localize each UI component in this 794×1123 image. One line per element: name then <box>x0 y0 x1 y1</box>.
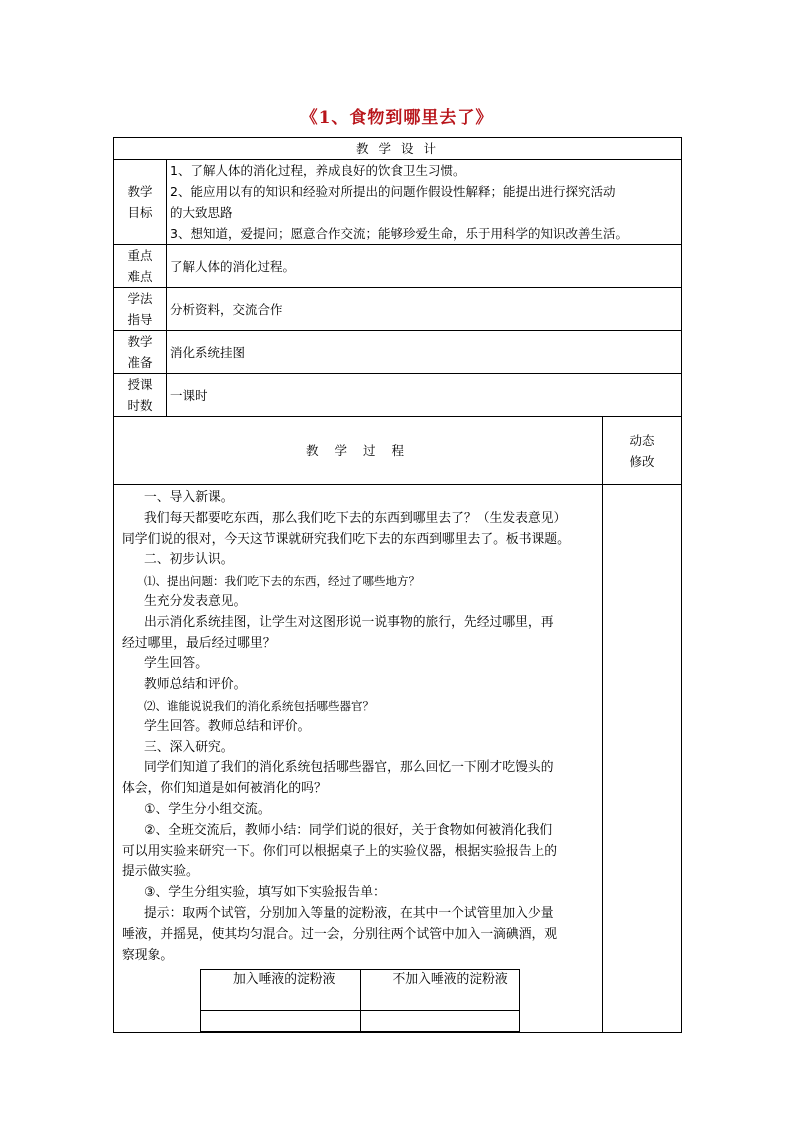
key-points-label-text: 重点 难点 <box>127 248 153 284</box>
process-heading: 教 学 过 程 <box>114 417 603 485</box>
dynamic-revision-cell <box>603 485 682 1033</box>
experiment-cell-with-saliva[interactable] <box>201 1011 361 1032</box>
key-points-value: 了解人体的消化过程。 <box>167 245 682 288</box>
objectives-content <box>167 160 682 245</box>
process-line: 一、导入新课。 <box>144 490 234 505</box>
process-line: 同学们知道了我们的消化系统包括哪些器官，那么回忆一下刚才吃馒头的 <box>144 760 554 776</box>
experiment-header-with-saliva: 加入唾液的淀粉液 <box>201 970 361 1011</box>
method-value: 分析资料，交流合作 <box>167 288 682 331</box>
process-line: 提示：取两个试管，分别加入等量的淀粉液，在其中一个试管里加入少量 <box>144 905 554 921</box>
process-line: 察现象。 <box>122 947 174 963</box>
process-line: 教师总结和评价。 <box>144 677 247 693</box>
key-points-label <box>114 245 167 288</box>
objective-line: 1、了解人体的消化过程，养成良好的饮食卫生习惯。 <box>170 163 466 178</box>
process-line: 可以用实验来研究一下。你们可以根据桌子上的实验仪器，根据实验报告上的 <box>122 843 558 859</box>
preparation-label <box>114 331 167 374</box>
objectives-label <box>114 160 167 245</box>
process-line: ⑴、提出问题：我们吃下去的东西，经过了哪些地方？ <box>144 574 420 589</box>
objective-line: 的大致思路 <box>170 205 233 220</box>
process-line: 提示做实验。 <box>122 864 199 880</box>
process-line: 体会，你们知道是如何被消化的吗？ <box>122 781 327 797</box>
hours-value: 一课时 <box>167 374 682 417</box>
preparation-label-text: 教学 准备 <box>127 334 153 370</box>
objective-line: 3、想知道，爱提问；愿意合作交流；能够珍爱生命，乐于用科学的知识改善生活。 <box>170 226 628 241</box>
process-line: 经过哪里，最后经过哪里？ <box>122 635 276 651</box>
experiment-cell-without-saliva[interactable] <box>360 1011 520 1032</box>
process-line: 我们每天都要吃东西，那么我们吃下去的东西到哪里去了？（生发表意见） <box>144 510 567 526</box>
process-line: 学生回答。教师总结和评价。 <box>144 718 311 734</box>
process-line: ③、学生分组实验，填写如下实验报告单： <box>144 885 386 901</box>
objectives-label-text: 教学 目标 <box>127 184 153 220</box>
lesson-plan-table <box>113 137 682 1033</box>
process-line: 同学们说的很对，今天这节课就研究我们吃下去的东西到哪里去了。板书课题。 <box>122 531 570 547</box>
preparation-value: 消化系统挂图 <box>167 331 682 374</box>
objective-line: 2、能应用以有的知识和经验对所提出的问题作假设性解释；能提出进行探究活动 <box>170 184 616 199</box>
process-line: 唾液，并摇晃，使其均匀混合。过一会，分别往两个试管中加入一滴碘酒，观 <box>122 926 558 942</box>
experiment-header-without-saliva: 不加入唾液的淀粉液 <box>360 970 520 1011</box>
process-line: ①、学生分小组交流。 <box>144 801 271 817</box>
process-line: 学生回答。 <box>144 656 208 672</box>
method-label <box>114 288 167 331</box>
process-line: 二、初步认识。 <box>144 552 234 568</box>
dynamic-revision-text: 动态 修改 <box>629 432 655 469</box>
hours-label-text: 授课 时数 <box>127 377 153 413</box>
process-line: ⑵、谁能说说我们的消化系统包括哪些器官？ <box>144 698 374 713</box>
process-line: 生充分发表意见。 <box>144 593 247 609</box>
hours-label <box>114 374 167 417</box>
process-content <box>114 485 603 1033</box>
process-line: ②、全班交流后，教师小结：同学们说的很好，关于食物如何被消化我们 <box>144 822 553 838</box>
dynamic-revision-heading <box>603 417 682 485</box>
section-heading: 教 学 设 计 <box>114 138 682 160</box>
experiment-report-table <box>200 969 520 1032</box>
process-line: 出示消化系统挂图，让学生对这图形说一说事物的旅行，先经过哪里，再 <box>144 614 554 630</box>
method-label-text: 学法 指导 <box>127 291 153 327</box>
document-title: 《1、食物到哪里去了》 <box>300 108 494 128</box>
process-line: 三、深入研究。 <box>144 739 234 755</box>
